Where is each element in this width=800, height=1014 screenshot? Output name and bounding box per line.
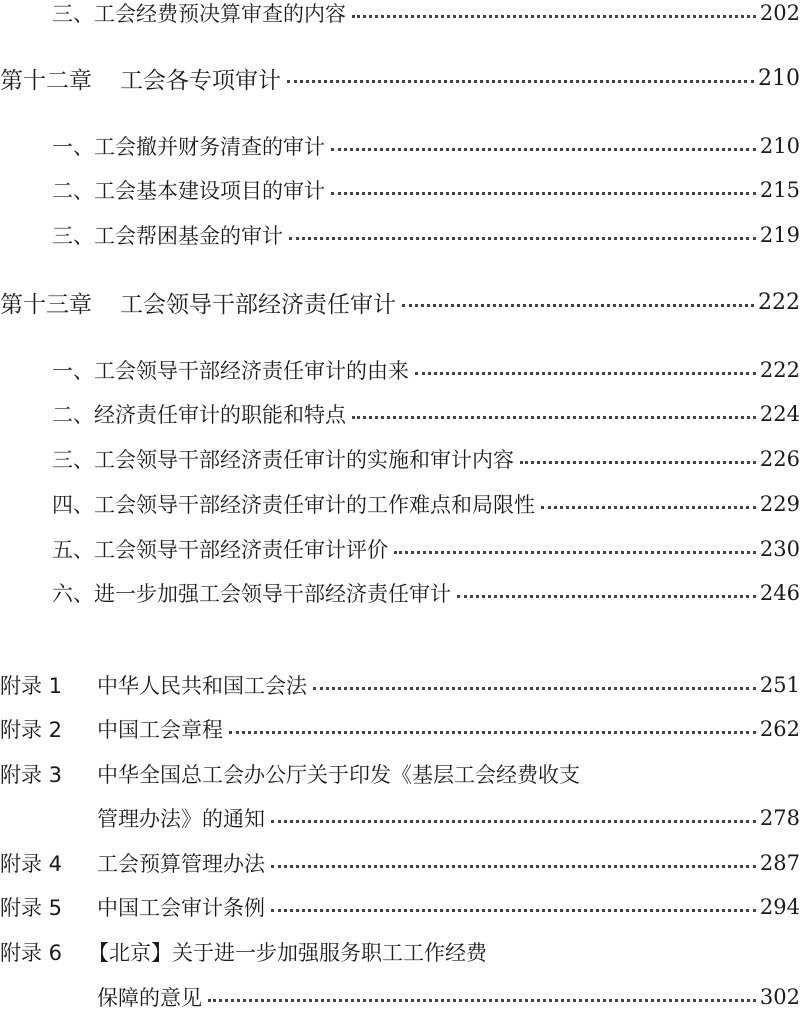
- dot-leader: [271, 909, 756, 912]
- chapter-heading[interactable]: [0, 282, 800, 322]
- page-number: 278: [759, 806, 800, 830]
- toc-entry[interactable]: [0, 0, 800, 30]
- entry-title: 四、工会领导干部经济责任审计的工作难点和局限性: [52, 493, 535, 517]
- dot-leader: [287, 80, 754, 83]
- toc-entry[interactable]: [0, 173, 800, 207]
- appendix-entry[interactable]: [0, 712, 800, 746]
- appendix-label: 附录 6: [0, 941, 63, 965]
- dot-leader: [313, 687, 756, 690]
- page-number: 215: [759, 178, 800, 202]
- entry-title: 六、进一步加强工会领导干部经济责任审计: [52, 582, 451, 606]
- toc-entry[interactable]: [0, 487, 800, 521]
- page-number: 202: [759, 1, 800, 25]
- toc-entry[interactable]: [0, 218, 800, 252]
- appendix-label: 附录 2: [0, 718, 63, 742]
- page-number: 251: [759, 673, 800, 697]
- dot-leader: [271, 865, 756, 868]
- appendix-title: 【北京】关于进一步加强服务职工工作经费: [88, 941, 487, 965]
- entry-title: 五、工会领导干部经济责任审计评价: [52, 538, 388, 562]
- dot-leader: [415, 372, 756, 375]
- dot-leader: [208, 999, 756, 1002]
- dot-leader: [289, 237, 756, 240]
- page-number: 210: [758, 65, 800, 91]
- appendix-title-cont: 管理办法》的通知: [97, 807, 265, 831]
- toc-entry[interactable]: [0, 397, 800, 431]
- dot-leader: [394, 551, 756, 554]
- dot-leader: [352, 416, 756, 419]
- toc-entry[interactable]: [0, 442, 800, 476]
- page-number: 302: [759, 985, 800, 1009]
- appendix-entry[interactable]: [0, 846, 800, 880]
- appendix-title: 工会预算管理办法: [97, 852, 265, 876]
- appendix-entry-continuation[interactable]: [0, 980, 800, 1014]
- appendix-entry-continuation[interactable]: [0, 801, 800, 835]
- page-number: 219: [759, 223, 800, 247]
- dot-leader: [402, 304, 754, 307]
- appendix-title: 中国工会章程: [97, 718, 223, 742]
- page-number: 222: [758, 289, 800, 315]
- appendix-label: 附录 4: [0, 852, 63, 876]
- page-number: 230: [759, 537, 800, 561]
- entry-title: 二、工会基本建设项目的审计: [52, 179, 325, 203]
- appendix-title: 中华人民共和国工会法: [97, 674, 307, 698]
- page-number: 226: [759, 447, 800, 471]
- entry-title: 二、经济责任审计的职能和特点: [52, 403, 346, 427]
- appendix-title: 中华全国总工会办公厅关于印发《基层工会经费收支: [97, 763, 580, 787]
- page-number: 294: [759, 895, 800, 919]
- appendix-entry[interactable]: [0, 890, 800, 924]
- dot-leader: [229, 731, 756, 734]
- toc-entry[interactable]: [0, 576, 800, 610]
- appendix-label: 附录 3: [0, 763, 63, 787]
- entry-title: 三、工会领导干部经济责任审计的实施和审计内容: [52, 448, 514, 472]
- appendix-entry[interactable]: [0, 668, 800, 702]
- entry-title: 三、工会经费预决算审查的内容: [52, 2, 346, 26]
- toc-entry[interactable]: [0, 129, 800, 163]
- appendix-entry[interactable]: [0, 935, 800, 969]
- chapter-title: 工会领导干部经济责任审计: [120, 291, 396, 318]
- toc-entry[interactable]: [0, 532, 800, 566]
- page-number: 210: [759, 134, 800, 158]
- dot-leader: [271, 820, 756, 823]
- toc-entry[interactable]: [0, 353, 800, 387]
- entry-title: 一、工会领导干部经济责任审计的由来: [52, 359, 409, 383]
- chapter-label: 第十二章: [0, 67, 92, 94]
- page-number: 262: [759, 717, 800, 741]
- appendix-label: 附录 5: [0, 896, 63, 920]
- page-number: 246: [759, 581, 800, 605]
- page-number: 229: [759, 492, 800, 516]
- dot-leader: [541, 506, 756, 509]
- entry-title: 三、工会帮困基金的审计: [52, 224, 283, 248]
- entry-title: 一、工会撤并财务清查的审计: [52, 135, 325, 159]
- dot-leader: [457, 595, 756, 598]
- appendix-title: 中国工会审计条例: [97, 896, 265, 920]
- chapter-heading[interactable]: [0, 58, 800, 98]
- dot-leader: [520, 461, 756, 464]
- dot-leader: [352, 15, 756, 18]
- page-number: 222: [759, 358, 800, 382]
- chapter-title: 工会各专项审计: [120, 67, 281, 94]
- dot-leader: [331, 148, 756, 151]
- dot-leader: [331, 192, 756, 195]
- appendix-label: 附录 1: [0, 674, 63, 698]
- chapter-label: 第十三章: [0, 291, 92, 318]
- appendix-entry[interactable]: [0, 757, 800, 791]
- appendix-title-cont: 保障的意见: [97, 986, 202, 1010]
- page-number: 224: [759, 402, 800, 426]
- page-number: 287: [759, 851, 800, 875]
